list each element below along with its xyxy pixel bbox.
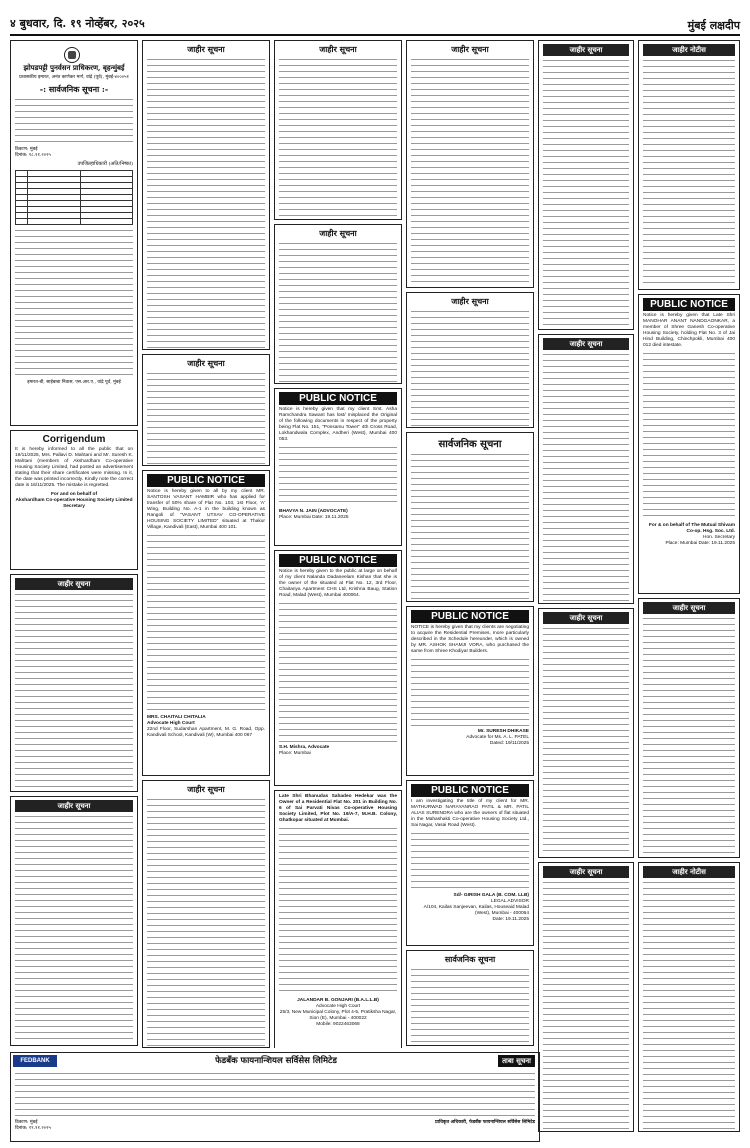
notice-2a [142,40,270,350]
notice-1a [10,574,138,792]
notice-3a-title: जाहीर सूचना [319,44,357,54]
notice-5a [538,40,634,330]
public-notice-3a-sign-name: BHAVYA N. JAIN (ADVOCATE) [279,509,348,514]
notice-1b [10,796,138,1046]
column-6 [638,40,740,1138]
notice-2b-title: जाहीर सूचना [187,358,225,368]
fedbank-date: दिनांक: १९.११.२०२५ [15,1126,51,1131]
sra-logo-icon [64,47,80,63]
notice-6a [638,40,740,290]
sra-place: ठिकाण: मुंबई [15,147,38,152]
notice-2a-title: जाहीर सूचना [187,44,225,54]
notice-6c-title: जाहीर नोटीस [643,866,735,878]
public-notice-6-body: Notice is hereby given that Late Shri MANOHAR ANANT NANDGAONKAR, a member of Shree Ganesh Co-operative Housing Society, holding Flat No. 3 of Jai Hind Building, Chinchpokli, Mumbai 400 012 died intestate. [643,313,735,348]
public-notice-6-sign-role: Hon. Secretary [703,535,735,540]
public-notice-6 [638,294,740,594]
public-notice-3a-title: PUBLIC NOTICE [279,392,397,405]
fedbank-place: ठिकाण: मुंबई [15,1120,38,1125]
public-notice-3b-place: Place: Mumbai [279,751,311,756]
notice-5b [538,334,634,604]
notice-3-late-sign-name: JALANDAR B. GONJARI (B.A.L.L.B) [297,998,379,1003]
public-notice-6-place: Place: Mumbai [665,541,698,546]
notice-5c [538,608,634,858]
public-notice-4a-sign-name: Mr. SURESH DHIKASE [477,729,529,734]
fedbank-logo: FEDBANK [13,1055,57,1067]
notice-3a [274,40,402,220]
fedbank-tag: ताबा सूचना [498,1055,535,1067]
public-notice-2-sign-addr: 22nd Floor, Sudarshan Apartment, M. G. Road, Opp. Kandivali School, Kandivali (W), Mumbai 400 067 [147,727,265,738]
column-3 [274,40,402,1048]
public-notice-6-sign-name: For & on behalf of The Mutual Shivam Co-op. Hsg. Soc. Ltd. [648,523,735,534]
column-5 [538,40,634,1138]
sra-notice-heading: -: सार्वजनिक सूचना :- [39,84,109,94]
sra-notice [10,40,138,426]
public-notice-3b-title: PUBLIC NOTICE [279,554,397,567]
notice-3b [274,224,402,384]
public-notice-4a-sign-role: Advocate for Ms. A. L. PATEL [466,735,529,740]
public-notice-4b-body: I am investigating the title of my client for MR. MATHURWAD NARAYANRAO PATIL & MR. PATIL ALIAS SURENDRA who are the owners of flat situated in the Mahashakti Co-operative Housing Society Ltd., Sai Nagar, Vasai Road (West). [411,799,529,828]
column-1 [10,40,138,1048]
public-notice-3a-body: Notice is hereby given that my client Smt. Asha Ramchandra Sawant has lost/ misplaced the Original of the following documents in respect of the property being Flat No. 151, "Ponsamu Tower" 4th Cross Road, Lokhandwala Complex, Andheri (West), Mumbai 400 053. [279,407,397,442]
notice-3b-title: जाहीर सूचना [319,228,357,238]
public-notice-6-title: PUBLIC NOTICE [643,298,735,311]
public-notice-4a-title: PUBLIC NOTICE [411,610,529,623]
column-4 [406,40,534,1048]
page-header [10,14,740,36]
notice-3-late-sign-role: Advocate High Court [315,1004,361,1009]
notice-3-late-sign-phone: Mobile: 9022463068 [316,1022,360,1027]
public-notice-4a [406,606,534,776]
notice-4d-title: सार्वजनिक सूचना [444,954,496,964]
public-notice-4a-date: Dated: 19/11/2025 [489,741,529,746]
notice-4b [406,292,534,428]
public-notice-3a-date: Date: 19.11.2025 [312,515,349,520]
column-2 [142,40,270,1048]
public-notice-2-title: PUBLIC NOTICE [147,474,265,487]
sra-signatory: उपजिल्हाधिकारी (अति/निष्का) [77,161,133,167]
notice-6c [638,862,740,1132]
notice-6b [638,598,740,858]
corrigendum-body: It is hereby informed to all the public that on 19/11/2025, Mrs. Pallavi D. Mahtani and Mr. Suresh K. Mahtani (members of Akshardham Co-operative Housing Society Limited, had posted an advertisement stating that their share certificates were missing. In it, the date was printed incorrectly. Kindly note the correct date is 16/11/2025. The mistake is regretted. [15,447,133,488]
public-notice-4b [406,780,534,946]
corrigendum-sign-3: Secretary [63,504,85,509]
notice-2b [142,354,270,466]
public-notice-4b-sign-addr: A/104, Kailas Sanjeevan, Kailas, Houseaid Malad (West), Mumbai - 400064 [423,905,529,916]
notice-6b-title: जाहीर सूचना [643,602,735,614]
corrigendum-notice [10,430,138,570]
header-date-line: ४ बुधवार, दि. १९ नोव्हेंबर, २०२५ [10,17,145,30]
notice-5a-title: जाहीर सूचना [543,44,629,56]
notice-6a-title: जाहीर नोटीस [643,44,735,56]
public-notice-4b-date: Date: 19.11.2025 [492,917,529,922]
public-notice-3b-body: Notice is hereby given to the public at large on behalf of my client Nalanda Dadaneelam Kishan that she is the owner of the situated at Flat No. 12, 3rd Floor, Chaitanya Apartment CHS Ltd, Krishna Baug, Station Road, Malad (West), Mumbai 400064. [279,569,397,598]
notice-1a-title: जाहीर सूचना [15,578,133,590]
public-notice-3a [274,388,402,546]
corrigendum-sign-1: For and on behalf of [50,492,98,497]
public-notice-3a-place: Place: Mumbai [279,515,311,520]
notice-1b-title: जाहीर सूचना [15,800,133,812]
notice-2c-title: जाहीर सूचना [187,784,225,794]
corrigendum-title: Corrigendum [42,434,106,445]
notice-5d-title: जाहीर सूचना [543,866,629,878]
notice-3-late-body: Late Shri Bhanudas Sahadeo Hedekar was the Owner of a Residential Flat No. 201 in Building No. 6 of Sai Parvati Nivas Co-operative Housing Society Limited, Plot No. 19/A-7, M.H.B. Colony, Ghatkopar situated at Mumbai. [279,794,397,823]
public-notice-2-body: Notice is hereby given to all by my client MR. SANTOSH VASANT HAMBIR who has applied for transfer of 50% share of Flat No. 103, 1st Floor, 'A' Wing, Building No. A-1 in the building known as Rangoli of "VASANT UTSAV CO-OPERATIVE HOUSING SOCIETY LIMITED" situated at Thakur Village, Kandivali (East), Mumbai 400 101. [147,489,265,530]
notice-3-late [274,790,402,1048]
public-notice-2 [142,470,270,776]
public-notice-3b-sign-name: S.H. Mishra, Advocate [279,745,330,750]
public-notice-6-date: Date: 19.11.2025 [698,541,735,546]
notice-4a-title: जाहीर सूचना [451,44,489,54]
notice-3-late-sign-addr: 25/3, New Municipal Colony, Plot 4-5, Pratiksha Nagar, Sion (E), Mumbai - 400022 [279,1010,397,1021]
header-section-title: मुंबई लक्षदीप [687,19,740,32]
sra-date: दिनांक: १८.११.२०२५ [15,153,51,158]
public-notice-4a-body: NOTICE is hereby given that my clients are negotiating to acquire the Residential Premises, more particularly described in the Schedule hereunder, which is owned by MR. ASHOK SHAMJI VORA, who purchased the same from Shree Khodiyar Builders. [411,625,529,654]
public-notice-2-sign-role: Advocate High Court [147,721,195,726]
public-notice-3b [274,550,402,786]
notice-4a [406,40,534,288]
fedbank-signatory: प्राधिकृत अधिकारी, फेडबँक फायनान्शियल सर्विसेस लिमिटेड [435,1120,535,1125]
notice-4b-title: जाहीर सूचना [451,296,489,306]
notice-5d [538,862,634,1132]
fedbank-possession-notice [10,1052,540,1142]
sra-title: झोपडपट्टी पुनर्वसन प्राधिकरण, बृहन्मुंबई [23,63,125,72]
notice-2c [142,780,270,1048]
notice-5b-title: जाहीर सूचना [543,338,629,350]
notice-4c [406,432,534,602]
notice-4d [406,950,534,1046]
public-notice-4b-sign-role: LEGAL ADVISOR [491,899,529,904]
public-notice-2-sign-name: MRS. CHAITALI CHITALIA [147,715,206,720]
sra-footer: इमारत-बी, साईबाबा निवास, एस.आर.ए., वांद्रे पूर्व, मुंबई [27,380,121,385]
corrigendum-sign-2: Akshardham Co-operative Housing Society Limited [15,498,133,503]
notice-4c-title: सार्वजनिक सूचना [438,439,502,450]
sra-subtitle: प्रशासकीय इमारत, अनंत काणेकर मार्ग, वांद्रे (पूर्व), मुंबई-४०००५१ [19,75,129,80]
public-notice-4b-sign-name: Sd/- GIRISH GALA (B. COM. LLB) [453,893,529,898]
notice-5c-title: जाहीर सूचना [543,612,629,624]
sra-table [15,170,133,225]
fedbank-title: फेडबँक फायनान्शियल सर्विसेस लिमिटेड [215,1056,337,1066]
public-notice-4b-title: PUBLIC NOTICE [411,784,529,797]
